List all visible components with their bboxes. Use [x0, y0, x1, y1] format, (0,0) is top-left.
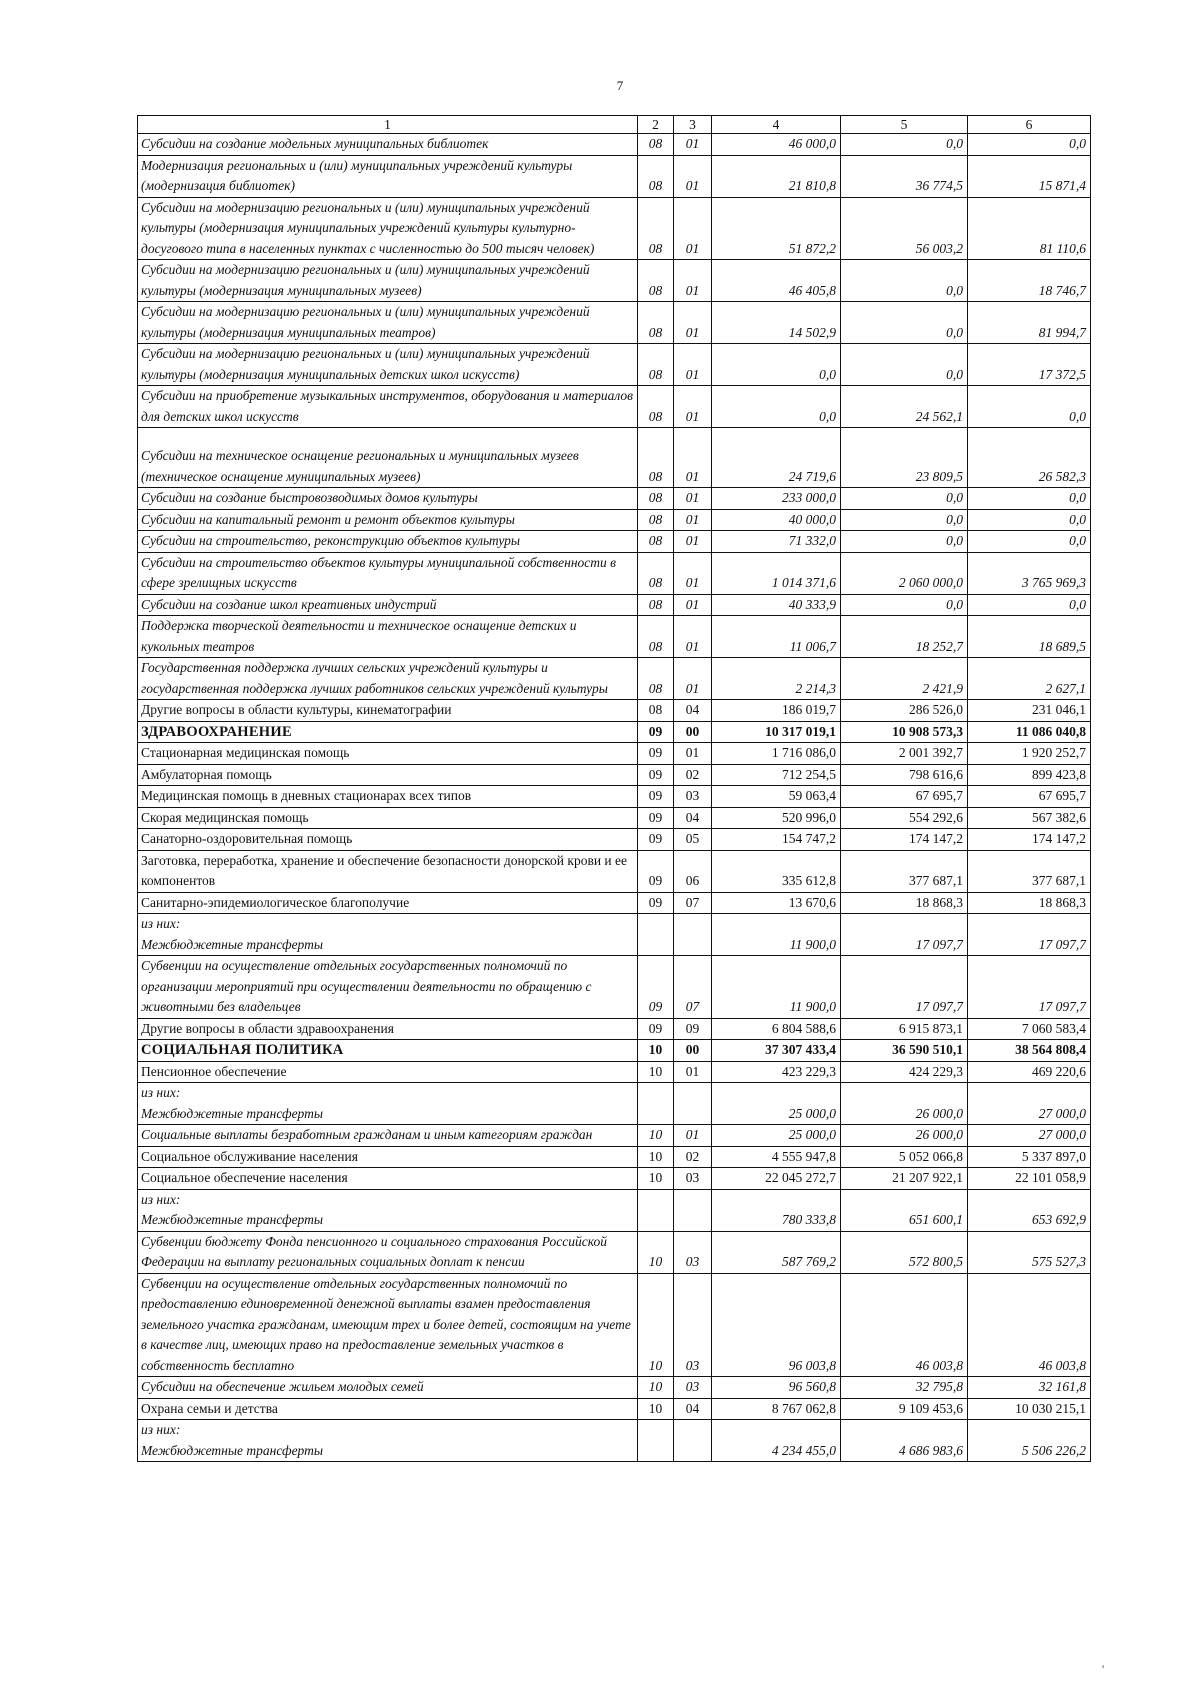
amount-col6-cell: 17 372,5 [968, 344, 1091, 386]
amount-col5-cell: 798 616,6 [841, 764, 968, 786]
table-row [138, 721, 1091, 743]
budget-table [137, 115, 1091, 1462]
amount-col6-cell: 10 030 215,1 [968, 1398, 1091, 1420]
section-code-cell: 08 [638, 302, 674, 344]
amount-col6-cell: 7 060 583,4 [968, 1018, 1091, 1040]
amount-col4-cell: 25 000,0 [712, 1125, 841, 1147]
row-name-cell: Социальные выплаты безработным гражданам и иным категориям граждан [138, 1125, 638, 1147]
amount-col6-cell: 377 687,1 [968, 850, 1091, 892]
amount-col6-cell: 18 689,5 [968, 616, 1091, 658]
section-code-cell: 09 [638, 807, 674, 829]
amount-col4-cell: 11 900,0 [712, 914, 841, 956]
section-code-cell: 08 [638, 386, 674, 428]
amount-col6-cell: 18 868,3 [968, 892, 1091, 914]
subsection-code-cell: 01 [674, 155, 712, 197]
amount-col4-cell: 22 045 272,7 [712, 1168, 841, 1190]
table-row [138, 1420, 1091, 1462]
amount-col4-cell: 4 234 455,0 [712, 1420, 841, 1462]
amount-col4-cell: 186 019,7 [712, 700, 841, 722]
amount-col6-cell: 0,0 [968, 386, 1091, 428]
amount-col4-cell: 233 000,0 [712, 488, 841, 510]
amount-col6-cell: 46 003,8 [968, 1273, 1091, 1377]
amount-col5-cell: 174 147,2 [841, 829, 968, 851]
table-header-row [138, 116, 1091, 134]
amount-col4-cell: 11 900,0 [712, 956, 841, 1019]
amount-col5-cell: 0,0 [841, 594, 968, 616]
amount-col4-cell: 51 872,2 [712, 197, 841, 260]
amount-col5-cell: 17 097,7 [841, 956, 968, 1019]
section-code-cell: 08 [638, 344, 674, 386]
table-row [138, 764, 1091, 786]
section-code-cell: 09 [638, 743, 674, 765]
amount-col4-cell: 21 810,8 [712, 155, 841, 197]
amount-col5-cell: 23 809,5 [841, 428, 968, 488]
amount-col5-cell: 32 795,8 [841, 1377, 968, 1399]
section-code-cell: 08 [638, 197, 674, 260]
table-row [138, 850, 1091, 892]
table-row [138, 344, 1091, 386]
amount-col4-cell: 6 804 588,6 [712, 1018, 841, 1040]
table-row [138, 743, 1091, 765]
amount-col4-cell: 587 769,2 [712, 1231, 841, 1273]
amount-col6-cell: 15 871,4 [968, 155, 1091, 197]
table-row [138, 155, 1091, 197]
subsection-code-cell: 01 [674, 531, 712, 553]
amount-col4-cell: 154 747,2 [712, 829, 841, 851]
section-code-cell [638, 1420, 674, 1462]
table-row [138, 892, 1091, 914]
section-code-cell: 10 [638, 1040, 674, 1062]
subsection-code-cell: 02 [674, 1146, 712, 1168]
amount-col6-cell: 17 097,7 [968, 914, 1091, 956]
row-name-cell: Модернизация региональных и (или) муниципальных учреждений культуры (модернизация библиотек) [138, 155, 638, 197]
table-row [138, 1377, 1091, 1399]
section-code-cell: 09 [638, 850, 674, 892]
section-code-cell: 08 [638, 531, 674, 553]
subsection-code-cell: 09 [674, 1018, 712, 1040]
amount-col5-cell: 0,0 [841, 302, 968, 344]
table-row [138, 1146, 1091, 1168]
section-code-cell: 10 [638, 1061, 674, 1083]
table-row [138, 1273, 1091, 1377]
amount-col5-cell: 5 052 066,8 [841, 1146, 968, 1168]
header-cell-2: 2 [638, 116, 674, 134]
subsection-code-cell: 03 [674, 786, 712, 808]
amount-col6-cell: 26 582,3 [968, 428, 1091, 488]
amount-col4-cell: 520 996,0 [712, 807, 841, 829]
subsection-code-cell: 01 [674, 488, 712, 510]
subsection-code-cell: 07 [674, 892, 712, 914]
section-code-cell [638, 1189, 674, 1231]
section-code-cell: 09 [638, 892, 674, 914]
amount-col6-cell: 27 000,0 [968, 1083, 1091, 1125]
subsection-code-cell: 01 [674, 1125, 712, 1147]
table-row [138, 956, 1091, 1019]
subsection-code-cell: 01 [674, 616, 712, 658]
subsection-code-cell: 01 [674, 509, 712, 531]
row-name-cell: из них: Межбюджетные трансферты [138, 1083, 638, 1125]
amount-col4-cell: 10 317 019,1 [712, 721, 841, 743]
amount-col6-cell: 174 147,2 [968, 829, 1091, 851]
amount-col6-cell: 0,0 [968, 488, 1091, 510]
section-code-cell: 10 [638, 1231, 674, 1273]
table-row [138, 658, 1091, 700]
amount-col5-cell: 0,0 [841, 134, 968, 156]
section-code-cell: 08 [638, 594, 674, 616]
row-name-cell: Скорая медицинская помощь [138, 807, 638, 829]
header-cell-1: 1 [138, 116, 638, 134]
subsection-code-cell: 01 [674, 386, 712, 428]
row-name-cell: Заготовка, переработка, хранение и обеспечение безопасности донорской крови и ее компонентов [138, 850, 638, 892]
amount-col4-cell: 14 502,9 [712, 302, 841, 344]
amount-col4-cell: 1 716 086,0 [712, 743, 841, 765]
table-row [138, 700, 1091, 722]
row-name-cell: Социальное обслуживание населения [138, 1146, 638, 1168]
row-name-cell: Субсидии на техническое оснащение региональных и муниципальных музеев (техническое оснащение муниципальных музеев) [138, 428, 638, 488]
amount-col4-cell: 59 063,4 [712, 786, 841, 808]
amount-col4-cell: 4 555 947,8 [712, 1146, 841, 1168]
table-row [138, 1189, 1091, 1231]
amount-col5-cell: 6 915 873,1 [841, 1018, 968, 1040]
amount-col5-cell: 2 421,9 [841, 658, 968, 700]
subsection-code-cell: 03 [674, 1231, 712, 1273]
row-name-cell: Поддержка творческой деятельности и техническое оснащение детских и кукольных театров [138, 616, 638, 658]
subsection-code-cell: 03 [674, 1273, 712, 1377]
row-name-cell: из них: Межбюджетные трансферты [138, 1189, 638, 1231]
amount-col4-cell: 46 000,0 [712, 134, 841, 156]
amount-col5-cell: 21 207 922,1 [841, 1168, 968, 1190]
row-name-cell: Другие вопросы в области культуры, кинематографии [138, 700, 638, 722]
row-name-cell: из них: Межбюджетные трансферты [138, 1420, 638, 1462]
table-row [138, 260, 1091, 302]
amount-col5-cell: 0,0 [841, 344, 968, 386]
amount-col5-cell: 9 109 453,6 [841, 1398, 968, 1420]
subsection-code-cell: 00 [674, 721, 712, 743]
amount-col5-cell: 18 868,3 [841, 892, 968, 914]
section-code-cell: 08 [638, 260, 674, 302]
table-row [138, 302, 1091, 344]
amount-col4-cell: 71 332,0 [712, 531, 841, 553]
row-name-cell: СОЦИАЛЬНАЯ ПОЛИТИКА [138, 1040, 638, 1062]
subsection-code-cell: 01 [674, 197, 712, 260]
subsection-code-cell: 01 [674, 658, 712, 700]
section-code-cell: 09 [638, 764, 674, 786]
amount-col4-cell: 11 006,7 [712, 616, 841, 658]
amount-col6-cell: 469 220,6 [968, 1061, 1091, 1083]
amount-col5-cell: 26 000,0 [841, 1083, 968, 1125]
subsection-code-cell: 05 [674, 829, 712, 851]
amount-col4-cell: 8 767 062,8 [712, 1398, 841, 1420]
amount-col6-cell: 0,0 [968, 134, 1091, 156]
subsection-code-cell: 03 [674, 1168, 712, 1190]
row-name-cell: Социальное обеспечение населения [138, 1168, 638, 1190]
amount-col5-cell: 0,0 [841, 260, 968, 302]
amount-col6-cell: 5 506 226,2 [968, 1420, 1091, 1462]
row-name-cell: Пенсионное обеспечение [138, 1061, 638, 1083]
amount-col4-cell: 37 307 433,4 [712, 1040, 841, 1062]
amount-col4-cell: 96 560,8 [712, 1377, 841, 1399]
section-code-cell: 08 [638, 155, 674, 197]
row-name-cell: Субвенции бюджету Фонда пенсионного и социального страхования Российской Федерации на выплату региональных социальных доплат к пенсии [138, 1231, 638, 1273]
amount-col6-cell: 0,0 [968, 594, 1091, 616]
amount-col5-cell: 24 562,1 [841, 386, 968, 428]
subsection-code-cell: 00 [674, 1040, 712, 1062]
section-code-cell: 09 [638, 956, 674, 1019]
amount-col6-cell: 0,0 [968, 531, 1091, 553]
amount-col5-cell: 554 292,6 [841, 807, 968, 829]
table-row [138, 1125, 1091, 1147]
header-cell-5: 5 [841, 116, 968, 134]
amount-col6-cell: 81 110,6 [968, 197, 1091, 260]
table-row [138, 428, 1091, 488]
amount-col4-cell: 96 003,8 [712, 1273, 841, 1377]
table-row [138, 386, 1091, 428]
subsection-code-cell [674, 1083, 712, 1125]
amount-col4-cell: 712 254,5 [712, 764, 841, 786]
table-row [138, 1083, 1091, 1125]
amount-col4-cell: 423 229,3 [712, 1061, 841, 1083]
row-name-cell: Амбулаторная помощь [138, 764, 638, 786]
scan-mark: ' [1102, 1662, 1105, 1676]
section-code-cell: 10 [638, 1146, 674, 1168]
subsection-code-cell: 04 [674, 700, 712, 722]
amount-col5-cell: 286 526,0 [841, 700, 968, 722]
row-name-cell: Субсидии на строительство объектов культуры муниципальной собственности в сфере зрелищных искусств [138, 552, 638, 594]
table-row [138, 1018, 1091, 1040]
amount-col5-cell: 36 590 510,1 [841, 1040, 968, 1062]
row-name-cell: Другие вопросы в области здравоохранения [138, 1018, 638, 1040]
amount-col6-cell: 32 161,8 [968, 1377, 1091, 1399]
amount-col5-cell: 0,0 [841, 509, 968, 531]
amount-col5-cell: 67 695,7 [841, 786, 968, 808]
amount-col4-cell: 13 670,6 [712, 892, 841, 914]
subsection-code-cell: 01 [674, 743, 712, 765]
table-row [138, 531, 1091, 553]
section-code-cell: 08 [638, 488, 674, 510]
table-row [138, 1398, 1091, 1420]
amount-col6-cell: 3 765 969,3 [968, 552, 1091, 594]
section-code-cell: 10 [638, 1168, 674, 1190]
section-code-cell: 08 [638, 134, 674, 156]
section-code-cell: 08 [638, 658, 674, 700]
row-name-cell: Субсидии на модернизацию региональных и (или) муниципальных учреждений культуры (модернизация муниципальных музеев) [138, 260, 638, 302]
amount-col6-cell: 67 695,7 [968, 786, 1091, 808]
subsection-code-cell: 04 [674, 807, 712, 829]
row-name-cell: Охрана семьи и детства [138, 1398, 638, 1420]
row-name-cell: Санаторно-оздоровительная помощь [138, 829, 638, 851]
table-row [138, 1168, 1091, 1190]
amount-col5-cell: 424 229,3 [841, 1061, 968, 1083]
row-name-cell: Субсидии на обеспечение жильем молодых семей [138, 1377, 638, 1399]
amount-col4-cell: 0,0 [712, 344, 841, 386]
subsection-code-cell: 01 [674, 260, 712, 302]
subsection-code-cell: 01 [674, 344, 712, 386]
amount-col4-cell: 2 214,3 [712, 658, 841, 700]
amount-col6-cell: 899 423,8 [968, 764, 1091, 786]
subsection-code-cell [674, 1420, 712, 1462]
subsection-code-cell: 06 [674, 850, 712, 892]
subsection-code-cell [674, 1189, 712, 1231]
row-name-cell: Государственная поддержка лучших сельских учреждений культуры и государственная поддержка лучших работников сельских учреждений культуры [138, 658, 638, 700]
table-row [138, 1040, 1091, 1062]
amount-col5-cell: 2 001 392,7 [841, 743, 968, 765]
header-cell-6: 6 [968, 116, 1091, 134]
header-cell-4: 4 [712, 116, 841, 134]
amount-col5-cell: 2 060 000,0 [841, 552, 968, 594]
section-code-cell: 10 [638, 1398, 674, 1420]
table-row [138, 552, 1091, 594]
subsection-code-cell: 01 [674, 594, 712, 616]
section-code-cell: 09 [638, 721, 674, 743]
table-row [138, 197, 1091, 260]
table-row [138, 594, 1091, 616]
subsection-code-cell: 01 [674, 552, 712, 594]
amount-col4-cell: 780 333,8 [712, 1189, 841, 1231]
amount-col4-cell: 46 405,8 [712, 260, 841, 302]
section-code-cell: 10 [638, 1273, 674, 1377]
section-code-cell: 08 [638, 700, 674, 722]
section-code-cell [638, 914, 674, 956]
amount-col4-cell: 0,0 [712, 386, 841, 428]
table-row [138, 509, 1091, 531]
subsection-code-cell: 01 [674, 302, 712, 344]
subsection-code-cell [674, 914, 712, 956]
amount-col6-cell: 11 086 040,8 [968, 721, 1091, 743]
table-row [138, 807, 1091, 829]
amount-col6-cell: 2 627,1 [968, 658, 1091, 700]
header-cell-3: 3 [674, 116, 712, 134]
amount-col5-cell: 26 000,0 [841, 1125, 968, 1147]
table-row [138, 1061, 1091, 1083]
row-name-cell: ЗДРАВООХРАНЕНИЕ [138, 721, 638, 743]
section-code-cell: 09 [638, 786, 674, 808]
table-row [138, 616, 1091, 658]
amount-col5-cell: 377 687,1 [841, 850, 968, 892]
section-code-cell: 09 [638, 1018, 674, 1040]
amount-col4-cell: 40 333,9 [712, 594, 841, 616]
table-row [138, 488, 1091, 510]
amount-col6-cell: 653 692,9 [968, 1189, 1091, 1231]
subsection-code-cell: 03 [674, 1377, 712, 1399]
row-name-cell: Субсидии на создание модельных муниципальных библиотек [138, 134, 638, 156]
row-name-cell: Санитарно-эпидемиологическое благополучие [138, 892, 638, 914]
amount-col6-cell: 575 527,3 [968, 1231, 1091, 1273]
subsection-code-cell: 04 [674, 1398, 712, 1420]
row-name-cell: из них: Межбюджетные трансферты [138, 914, 638, 956]
subsection-code-cell: 01 [674, 1061, 712, 1083]
amount-col6-cell: 231 046,1 [968, 700, 1091, 722]
amount-col6-cell: 38 564 808,4 [968, 1040, 1091, 1062]
amount-col5-cell: 36 774,5 [841, 155, 968, 197]
table-row [138, 134, 1091, 156]
amount-col5-cell: 18 252,7 [841, 616, 968, 658]
section-code-cell: 08 [638, 428, 674, 488]
row-name-cell: Субвенции на осуществление отдельных государственных полномочий по организации мероприятий при осуществлении деятельности по обращению с животными без владельцев [138, 956, 638, 1019]
row-name-cell: Стационарная медицинская помощь [138, 743, 638, 765]
row-name-cell: Субсидии на модернизацию региональных и (или) муниципальных учреждений культуры (модернизация муниципальных театров) [138, 302, 638, 344]
row-name-cell: Субсидии на создание быстровозводимых домов культуры [138, 488, 638, 510]
section-code-cell: 10 [638, 1125, 674, 1147]
table-row [138, 914, 1091, 956]
row-name-cell: Субсидии на приобретение музыкальных инструментов, оборудования и материалов для детских школ искусств [138, 386, 638, 428]
amount-col5-cell: 10 908 573,3 [841, 721, 968, 743]
page-number: 7 [616, 78, 624, 93]
amount-col6-cell: 22 101 058,9 [968, 1168, 1091, 1190]
amount-col6-cell: 0,0 [968, 509, 1091, 531]
row-name-cell: Медицинская помощь в дневных стационарах всех типов [138, 786, 638, 808]
amount-col6-cell: 1 920 252,7 [968, 743, 1091, 765]
amount-col5-cell: 56 003,2 [841, 197, 968, 260]
amount-col6-cell: 567 382,6 [968, 807, 1091, 829]
amount-col5-cell: 4 686 983,6 [841, 1420, 968, 1462]
amount-col4-cell: 335 612,8 [712, 850, 841, 892]
section-code-cell [638, 1083, 674, 1125]
amount-col5-cell: 0,0 [841, 531, 968, 553]
row-name-cell: Субсидии на строительство, реконструкцию объектов культуры [138, 531, 638, 553]
amount-col4-cell: 1 014 371,6 [712, 552, 841, 594]
amount-col4-cell: 40 000,0 [712, 509, 841, 531]
amount-col5-cell: 46 003,8 [841, 1273, 968, 1377]
amount-col5-cell: 17 097,7 [841, 914, 968, 956]
amount-col6-cell: 5 337 897,0 [968, 1146, 1091, 1168]
row-name-cell: Субсидии на модернизацию региональных и (или) муниципальных учреждений культуры (модернизация муниципальных учреждений культуры культурно-досугового типа в населенных пунктах с численностью до 500 тысяч человек) [138, 197, 638, 260]
amount-col5-cell: 651 600,1 [841, 1189, 968, 1231]
row-name-cell: Субвенции на осуществление отдельных государственных полномочий по предоставлению единовременной денежной выплаты взамен предоставления земельного участка гражданам, имеющим трех и более детей, состоящим на учете в качестве лиц, имеющих право на предоставление земельных участков в собственность бесплатно [138, 1273, 638, 1377]
section-code-cell: 08 [638, 552, 674, 594]
amount-col6-cell: 18 746,7 [968, 260, 1091, 302]
amount-col4-cell: 25 000,0 [712, 1083, 841, 1125]
table-row [138, 786, 1091, 808]
row-name-cell: Субсидии на модернизацию региональных и (или) муниципальных учреждений культуры (модернизация муниципальных детских школ искусств) [138, 344, 638, 386]
subsection-code-cell: 02 [674, 764, 712, 786]
table-row [138, 829, 1091, 851]
amount-col6-cell: 27 000,0 [968, 1125, 1091, 1147]
section-code-cell: 09 [638, 829, 674, 851]
amount-col6-cell: 17 097,7 [968, 956, 1091, 1019]
section-code-cell: 10 [638, 1377, 674, 1399]
amount-col4-cell: 24 719,6 [712, 428, 841, 488]
amount-col5-cell: 572 800,5 [841, 1231, 968, 1273]
subsection-code-cell: 01 [674, 428, 712, 488]
subsection-code-cell: 07 [674, 956, 712, 1019]
row-name-cell: Субсидии на капитальный ремонт и ремонт объектов культуры [138, 509, 638, 531]
section-code-cell: 08 [638, 616, 674, 658]
row-name-cell: Субсидии на создание школ креативных индустрий [138, 594, 638, 616]
amount-col6-cell: 81 994,7 [968, 302, 1091, 344]
table-row [138, 1231, 1091, 1273]
subsection-code-cell: 01 [674, 134, 712, 156]
amount-col5-cell: 0,0 [841, 488, 968, 510]
section-code-cell: 08 [638, 509, 674, 531]
